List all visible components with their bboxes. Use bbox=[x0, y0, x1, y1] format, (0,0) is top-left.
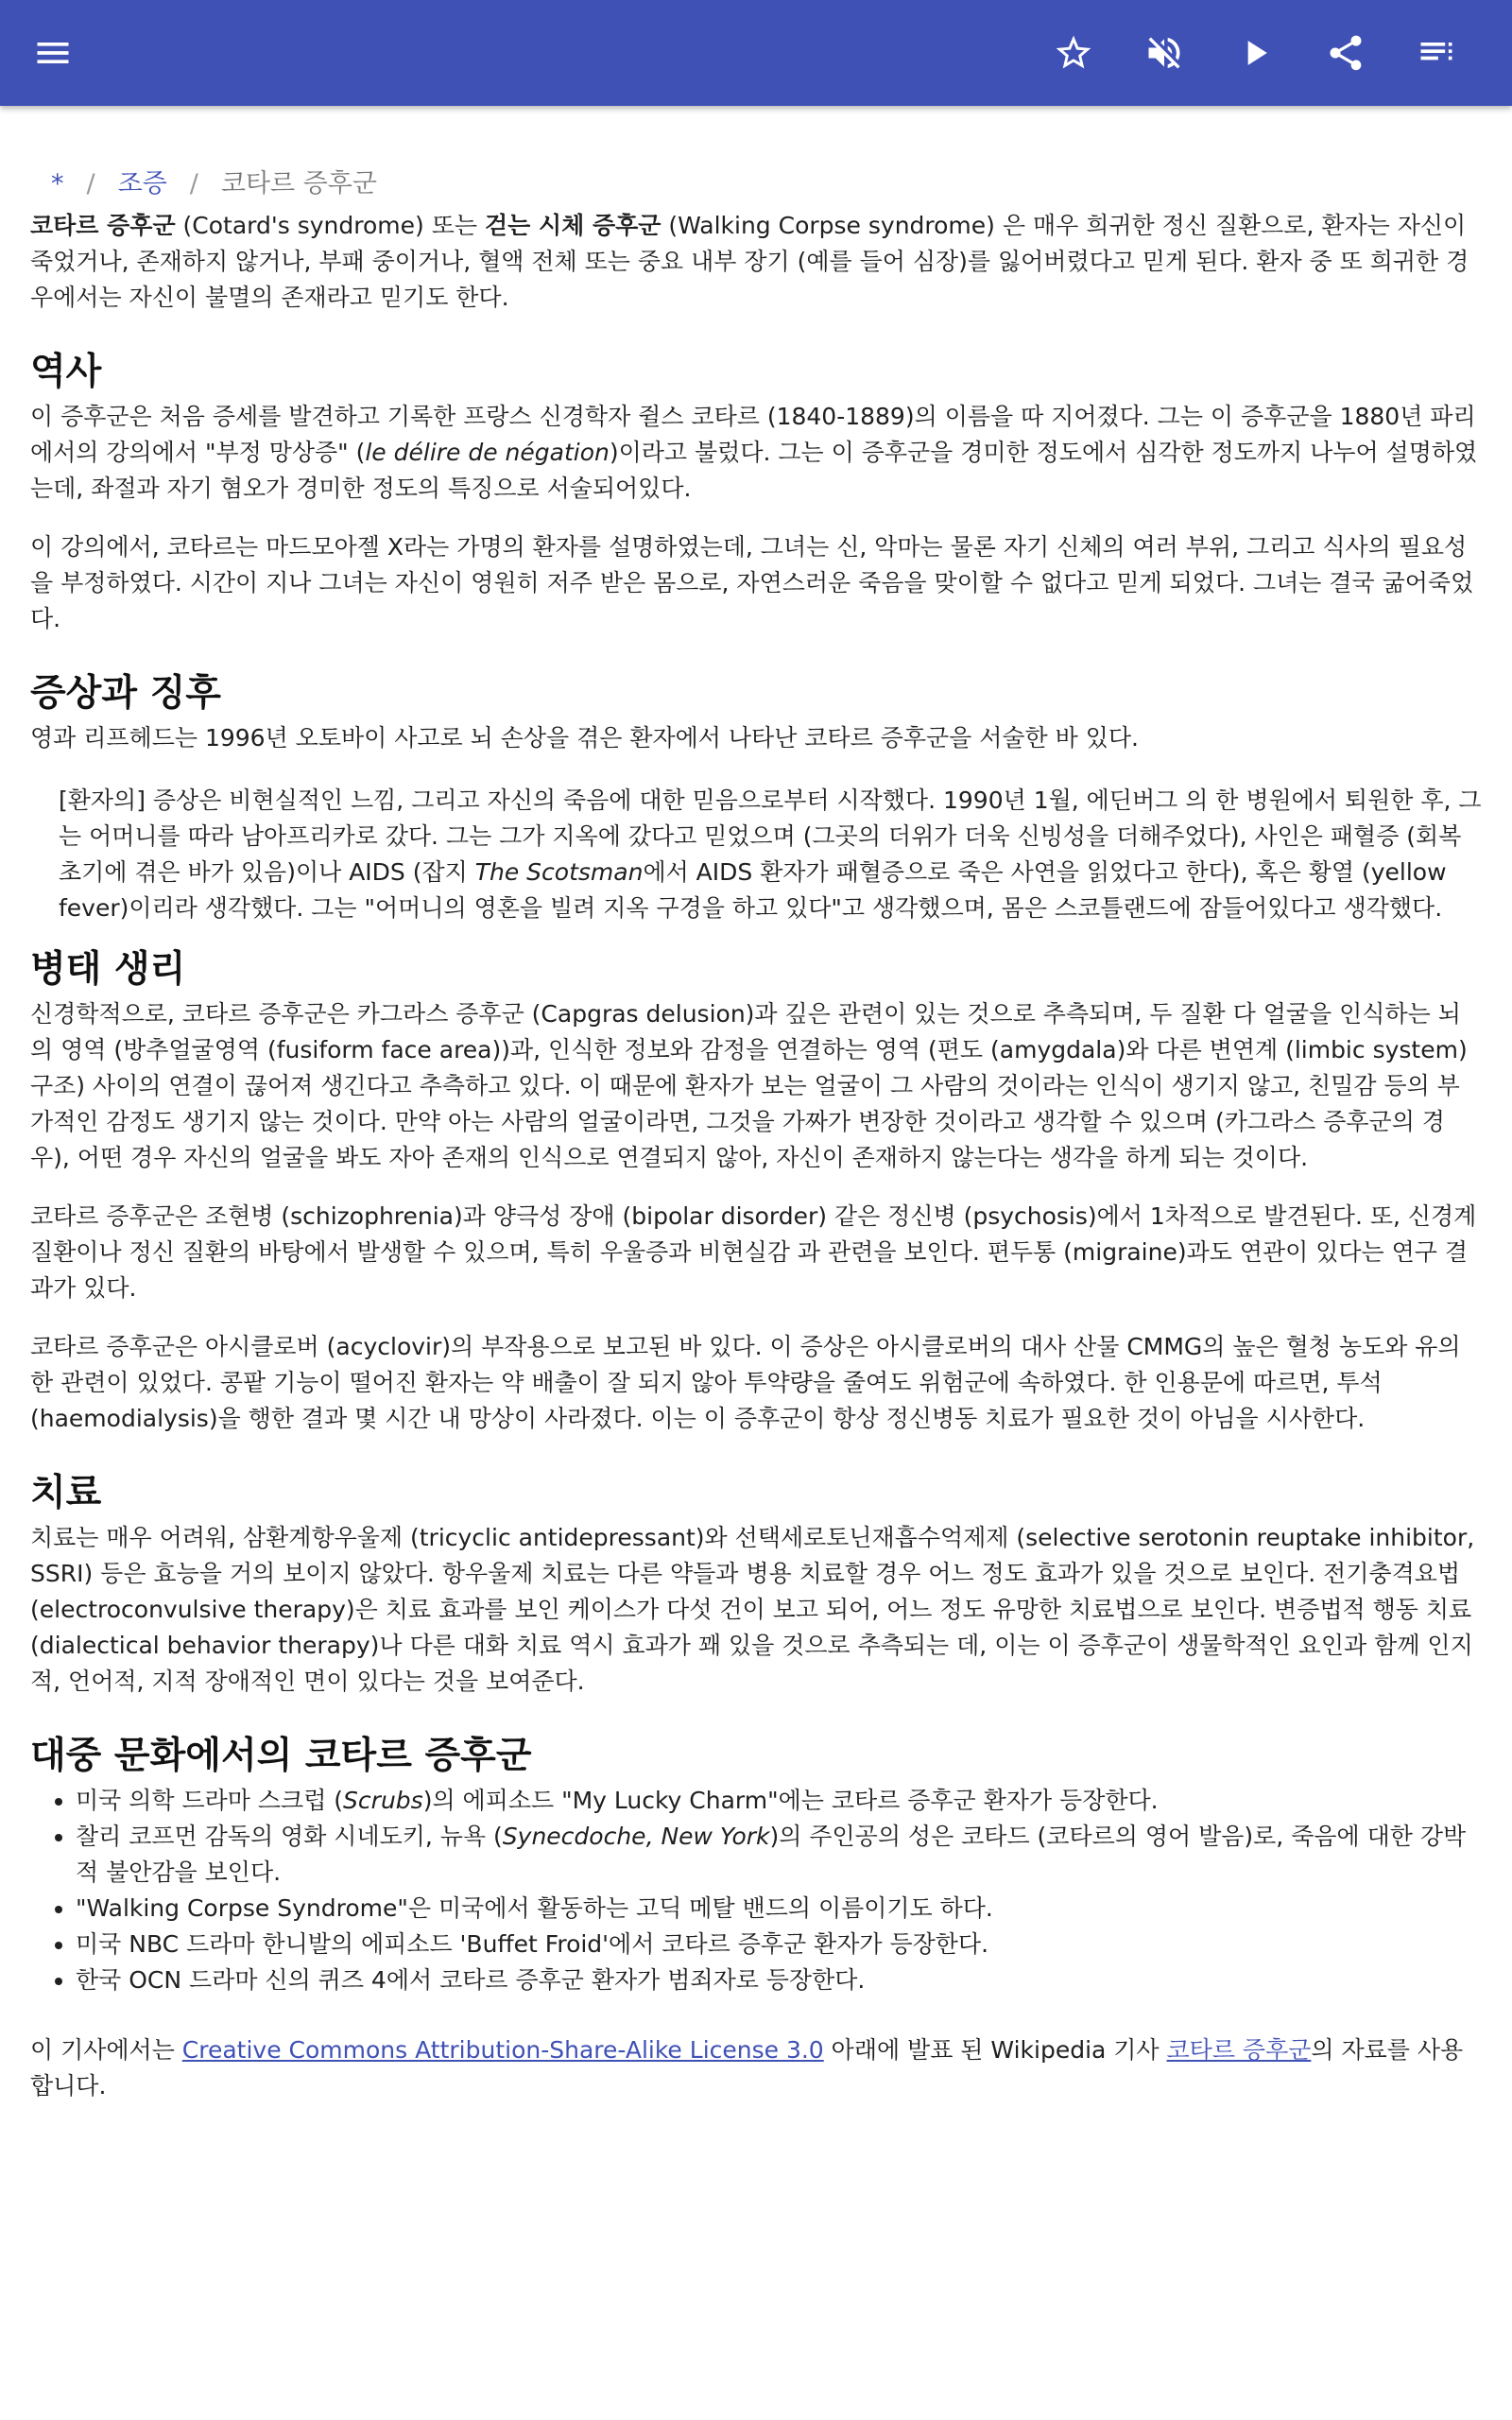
menu-button[interactable] bbox=[25, 25, 81, 81]
playlist-icon bbox=[1416, 32, 1457, 74]
breadcrumb-parent-link[interactable]: 조증 bbox=[117, 169, 167, 199]
pathophysiology-paragraph-1: 신경학적으로, 코타르 증후군은 카그라스 증후군 (Capgras delusion)과 깊은 관련이 있는 것으로 추측되며, 두 질환 다 얼굴을 인식하는 뇌의 영역 (방추얼굴영역 (fusiform face area))과, 인식한 정보와 감정을 연결하는 영역 (편도 (amygdala)와 다른 변연계 (limbic system) 구조) 사이의 연결이 끊어져 생긴다고 추측하고 있다. 이 때문에 환자가 보는 얼굴이 그 사람의 것이라는 인식이 생기지 않고, 친밀감 등의 부가적인 감정도 생기지 않는 것이다. 만약 아는 사람의 얼굴이라면, 그것을 가짜가 변장한 것이라고 생각할 수 있으며 (카그라스 증후군의 경우), 어떤 경우 자신의 얼굴을 봐도 자아 존재의 인식으로 연결되지 않아, 자신이 존재하지 않는다는 생각을 하게 되는 것이다. bbox=[30, 1000, 1468, 1171]
article-title-term: 코타르 증후군 bbox=[30, 212, 176, 239]
section-heading-popculture: 대중 문화에서의 코타르 증후군 bbox=[30, 1735, 532, 1777]
alt-name-term: 걷는 시체 증후군 bbox=[484, 212, 662, 239]
play-icon bbox=[1234, 32, 1276, 74]
volume-off-icon bbox=[1143, 32, 1185, 74]
list-item: • 한국 OCN 드라마 신의 퀴즈 4에서 코타르 증후군 환자가 범죄자로 등장한다. bbox=[76, 1962, 1482, 1998]
pathophysiology-paragraph-2: 코타르 증후군은 조현병 (schizophrenia)과 양극성 장애 (bipolar disorder) 같은 정신병 (psychosis)에서 1차적으로 발견된다. 또, 신경계 질환이나 정신 질환의 바탕에서 발생할 수 있으며, 특히 우울증과 비현실감 과 관련을 보인다. 편두통 (migraine)과도 연관이 있다는 연구 결과가 있다. bbox=[30, 1202, 1477, 1302]
section-heading-history: 역사 bbox=[30, 351, 102, 393]
section-heading-pathophysiology: 병태 생리 bbox=[30, 948, 186, 991]
attribution-footer: 이 기사에서는 Creative Commons Attribution-Share-Alike License 3.0 아래에 발표 된 Wikipedia 기사 코타르 증후군의 자료를 사용합니다. bbox=[30, 2036, 1464, 2100]
mute-button[interactable] bbox=[1136, 25, 1193, 81]
popculture-list bbox=[30, 1783, 1482, 1998]
share-icon bbox=[1325, 32, 1366, 74]
license-link[interactable]: Creative Commons Attribution-Share-Alike License 3.0 bbox=[181, 2036, 824, 2064]
share-button[interactable] bbox=[1317, 25, 1374, 81]
pathophysiology-paragraph-3: 코타르 증후군은 아시클로버 (acyclovir)의 부작용으로 보고된 바 있다. 이 증상은 아시클로버의 대사 산물 CMMG의 높은 혈청 농도와 유의한 관련이 있었다. 콩팥 기능이 떨어진 환자는 약 배출이 잘 되지 않아 투약량을 줄여도 위험군에 속하였다. 한 인용문에 따르면, 투석 (haemodialysis)을 행한 결과 몇 시간 내 망상이 사라졌다. 이는 이 증후군이 항상 정신병동 치료가 필요한 것이 아님을 시사한다. bbox=[30, 1333, 1461, 1432]
source-article-link[interactable]: 코타르 증후군 bbox=[1166, 2036, 1312, 2064]
list-item: • 찰리 코프먼 감독의 영화 시네도키, 뉴욕 (Synecdoche, New York)의 주인공의 성은 코타드 (코타르의 영어 발음)로, 죽음에 대한 강박적 불안감을 보인다. bbox=[76, 1819, 1482, 1891]
breadcrumb-separator: / bbox=[189, 169, 198, 199]
case-quote: [환자의] 증상은 비현실적인 느낌, 그리고 자신의 죽음에 대한 믿음으로부터 시작했다. 1990년 1월, 에딘버그 의 한 병원에서 퇴원한 후, 그는 어머니를 따라 남아프리카로 갔다. 그는 그가 지옥에 갔다고 믿었으며 (그곳의 더위가 더욱 신빙성을 더해주었다), 사인은 패혈증 (회복 초기에 겪은 바가 있음)이나 AIDS (잡지 The Scotsman에서 AIDS 환자가 패혈증으로 죽은 사연을 읽었다고 한다), 혹은 황열 (yellow fever)이리라 생각했다. 그는 "어머니의 영혼을 빌려 지옥 구경을 하고 있다"고 생각했으며, 몸은 스코틀랜드에 잠들어있다고 생각했다. bbox=[59, 786, 1482, 922]
list-item: • "Walking Corpse Syndrome"은 미국에서 활동하는 고딕 메탈 밴드의 이름이기도 하다. bbox=[76, 1891, 1482, 1927]
section-heading-treatment: 치료 bbox=[30, 1472, 102, 1514]
play-button[interactable] bbox=[1227, 25, 1283, 81]
breadcrumb bbox=[51, 163, 1482, 208]
app-bar bbox=[0, 0, 1512, 106]
list-item: • 미국 의학 드라마 스크럽 (Scrubs)의 에피소드 "My Lucky Charm"에는 코타르 증후군 환자가 등장한다. bbox=[76, 1783, 1482, 1819]
bookmark-button[interactable] bbox=[1045, 25, 1102, 81]
breadcrumb-current: 코타르 증후군 bbox=[220, 169, 377, 199]
intro-paragraph: 코타르 증후군 (Cotard's syndrome) 또는 걷는 시체 증후군 (Walking Corpse syndrome) 은 매우 희귀한 정신 질환으로, 환자는 자신이 죽었거나, 존재하지 않거나, 부패 중이거나, 혈액 전체 또는 중요 내부 장기 (예를 들어 심장)를 잃어버렸다고 믿게 된다. 환자 중 또 희귀한 경우에서는 자신이 불멸의 존재라고 믿기도 한다. bbox=[30, 212, 1469, 311]
breadcrumb-home-link[interactable]: * bbox=[51, 169, 64, 199]
list-item: • 미국 NBC 드라마 한니발의 에피소드 'Buffet Froid'에서 코타르 증후군 환자가 등장한다. bbox=[76, 1927, 1482, 1962]
article bbox=[30, 163, 1482, 2104]
history-paragraph-2: 이 강의에서, 코타르는 마드모아젤 X라는 가명의 환자를 설명하였는데, 그녀는 신, 악마는 물론 자기 신체의 여러 부위, 그리고 식사의 필요성을 부정하였다. 시간이 지나 그녀는 자신이 영원히 저주 받은 몸으로, 자연스러운 죽음을 맞이할 수 없다고 믿게 되었다. 그녀는 결국 굶어죽었다. bbox=[30, 533, 1474, 632]
treatment-paragraph: 치료는 매우 어려워, 삼환계항우울제 (tricyclic antidepressant)와 선택세로토닌재흡수억제제 (selective serotonin reuptake inhibitor, SSRI) 등은 효능을 거의 보이지 않았다. 항우울제 치료는 다른 약들과 병용 치료할 경우 어느 정도 효과가 있을 것으로 보인다. 전기충격요법 (electroconvulsive therapy)은 치료 효과를 보인 케이스가 다섯 건이 보고 되어, 어느 정도 유망한 치료법으로 보인다. 변증법적 행동 치료 (dialectical behavior therapy)나 다른 대화 치료 역시 효과가 꽤 있을 것으로 추측되는 데, 이는 이 증후군이 생물학적인 요인과 함께 인지적, 언어적, 지적 장애적인 면이 있다는 것을 보여준다. bbox=[30, 1524, 1475, 1695]
section-heading-symptoms: 증상과 징후 bbox=[30, 672, 221, 715]
breadcrumb-separator: / bbox=[86, 169, 95, 199]
contents-button[interactable] bbox=[1408, 25, 1465, 81]
menu-icon bbox=[32, 32, 74, 74]
symptoms-paragraph: 영과 리프헤드는 1996년 오토바이 사고로 뇌 손상을 겪은 환자에서 나타난 코타르 증후군을 서술한 바 있다. bbox=[30, 724, 1139, 752]
history-paragraph-1: 이 증후군은 처음 증세를 발견하고 기록한 프랑스 신경학자 쥘스 코타르 (1840-1889)의 이름을 따 지어졌다. 그는 이 증후군을 1880년 파리 에서의 강의에서 "부정 망상증" (le délire de négation)이라고 불렀다. 그는 이 증후군을 경미한 정도에서 심각한 정도까지 나누어 설명하였는데, 좌절과 자기 혐오가 경미한 정도의 특징으로 서술되어있다. bbox=[30, 403, 1478, 502]
star-icon bbox=[1053, 32, 1094, 74]
